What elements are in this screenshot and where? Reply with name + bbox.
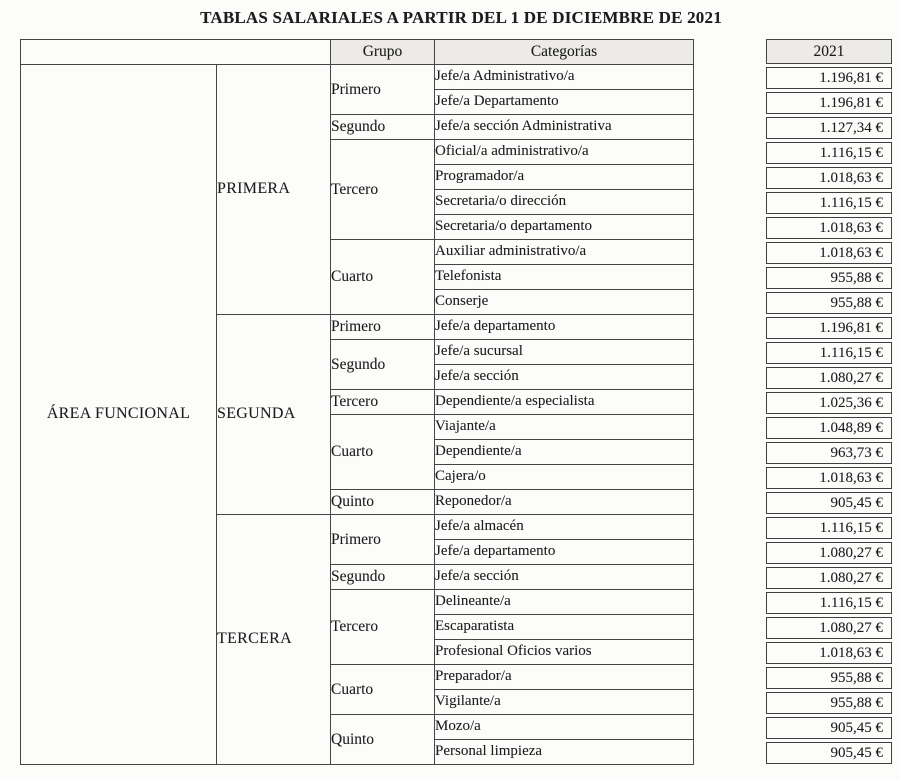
salary-value: 1.116,15 € [766,592,892,614]
salary-value: 1.116,15 € [766,342,892,364]
categoria-cell: Jefe/a almacén [435,515,694,540]
categoria-cell: Escaparatista [435,615,694,640]
salary-value: 1.196,81 € [766,317,892,339]
document-title: TABLAS SALARIALES A PARTIR DEL 1 DE DICIEMBRE DE 2021 [200,8,722,27]
categoria-cell: Conserje [435,290,694,315]
salary-value: 1.048,89 € [766,417,892,439]
grupo-cell: Primero [331,515,435,565]
grupo-cell: Cuarto [331,415,435,490]
categoria-cell: Viajante/a [435,415,694,440]
categoria-cell: Jefe/a departamento [435,315,694,340]
categoria-cell: Jefe/a Departamento [435,90,694,115]
categoria-cell: Mozo/a [435,715,694,740]
categoria-cell: Cajera/o [435,465,694,490]
categoria-cell: Jefe/a departamento [435,540,694,565]
salary-value: 1.080,27 € [766,367,892,389]
salary-value: 1.018,63 € [766,217,892,239]
categoria-cell: Dependiente/a especialista [435,390,694,415]
grupo-cell: Tercero [331,590,435,665]
categoria-cell: Jefe/a sección [435,365,694,390]
grupo-cell: Cuarto [331,665,435,715]
categoria-cell: Secretaria/o dirección [435,190,694,215]
categoria-cell: Jefe/a sección [435,565,694,590]
categoria-cell: Personal limpieza [435,740,694,765]
salary-value: 963,73 € [766,442,892,464]
salary-value: 955,88 € [766,692,892,714]
salary-table [20,39,694,765]
salary-value: 955,88 € [766,667,892,689]
salary-value: 1.116,15 € [766,517,892,539]
salary-value: 1.018,63 € [766,242,892,264]
categoria-cell: Secretaria/o departamento [435,215,694,240]
section-primera-cell: PRIMERA [217,65,331,315]
salary-value: 1.196,81 € [766,92,892,114]
categoria-cell: Vigilante/a [435,690,694,715]
salary-value: 955,88 € [766,292,892,314]
salary-value: 1.116,15 € [766,142,892,164]
categoria-cell: Jefe/a Administrativo/a [435,65,694,90]
salary-value: 1.196,81 € [766,67,892,89]
salary-value: 905,45 € [766,717,892,739]
grupo-cell: Primero [331,65,435,115]
grupo-cell: Quinto [331,490,435,515]
salary-value: 1.018,63 € [766,167,892,189]
salary-value: 1.080,27 € [766,542,892,564]
section-segunda-cell: SEGUNDA [217,315,331,515]
salary-value: 1.116,15 € [766,192,892,214]
salary-value: 1.080,27 € [766,617,892,639]
year-value-column [766,39,892,764]
categoria-cell: Reponedor/a [435,490,694,515]
grupo-cell: Segundo [331,115,435,140]
header-spacer [21,40,331,65]
categoria-cell: Profesional Oficios varios [435,640,694,665]
salary-value: 1.080,27 € [766,567,892,589]
salary-value: 1.127,34 € [766,117,892,139]
categoria-cell: Delineante/a [435,590,694,615]
salary-value: 905,45 € [766,742,892,764]
column-header-categorias: Categorías [435,40,694,65]
salary-value: 905,45 € [766,492,892,514]
grupo-cell: Tercero [331,390,435,415]
categoria-cell: Telefonista [435,265,694,290]
grupo-cell: Segundo [331,565,435,590]
section-tercera-cell: TERCERA [217,515,331,765]
categoria-cell: Programador/a [435,165,694,190]
grupo-cell: Primero [331,315,435,340]
salary-value: 1.025,36 € [766,392,892,414]
categoria-cell: Oficial/a administrativo/a [435,140,694,165]
grupo-cell: Quinto [331,715,435,765]
column-header-2021: 2021 [766,39,892,64]
categoria-cell: Jefe/a sección Administrativa [435,115,694,140]
categoria-cell: Auxiliar administrativo/a [435,240,694,265]
categoria-cell: Jefe/a sucursal [435,340,694,365]
grupo-cell: Segundo [331,340,435,390]
salary-value: 955,88 € [766,267,892,289]
salary-value: 1.018,63 € [766,467,892,489]
categoria-cell: Dependiente/a [435,440,694,465]
categoria-cell: Preparador/a [435,665,694,690]
column-header-grupo: Grupo [331,40,435,65]
area-funcional-cell: ÁREA FUNCIONAL [21,65,217,765]
salary-value: 1.018,63 € [766,642,892,664]
grupo-cell: Cuarto [331,240,435,315]
table-row [21,65,694,90]
grupo-cell: Tercero [331,140,435,240]
table-header-row [21,40,694,65]
